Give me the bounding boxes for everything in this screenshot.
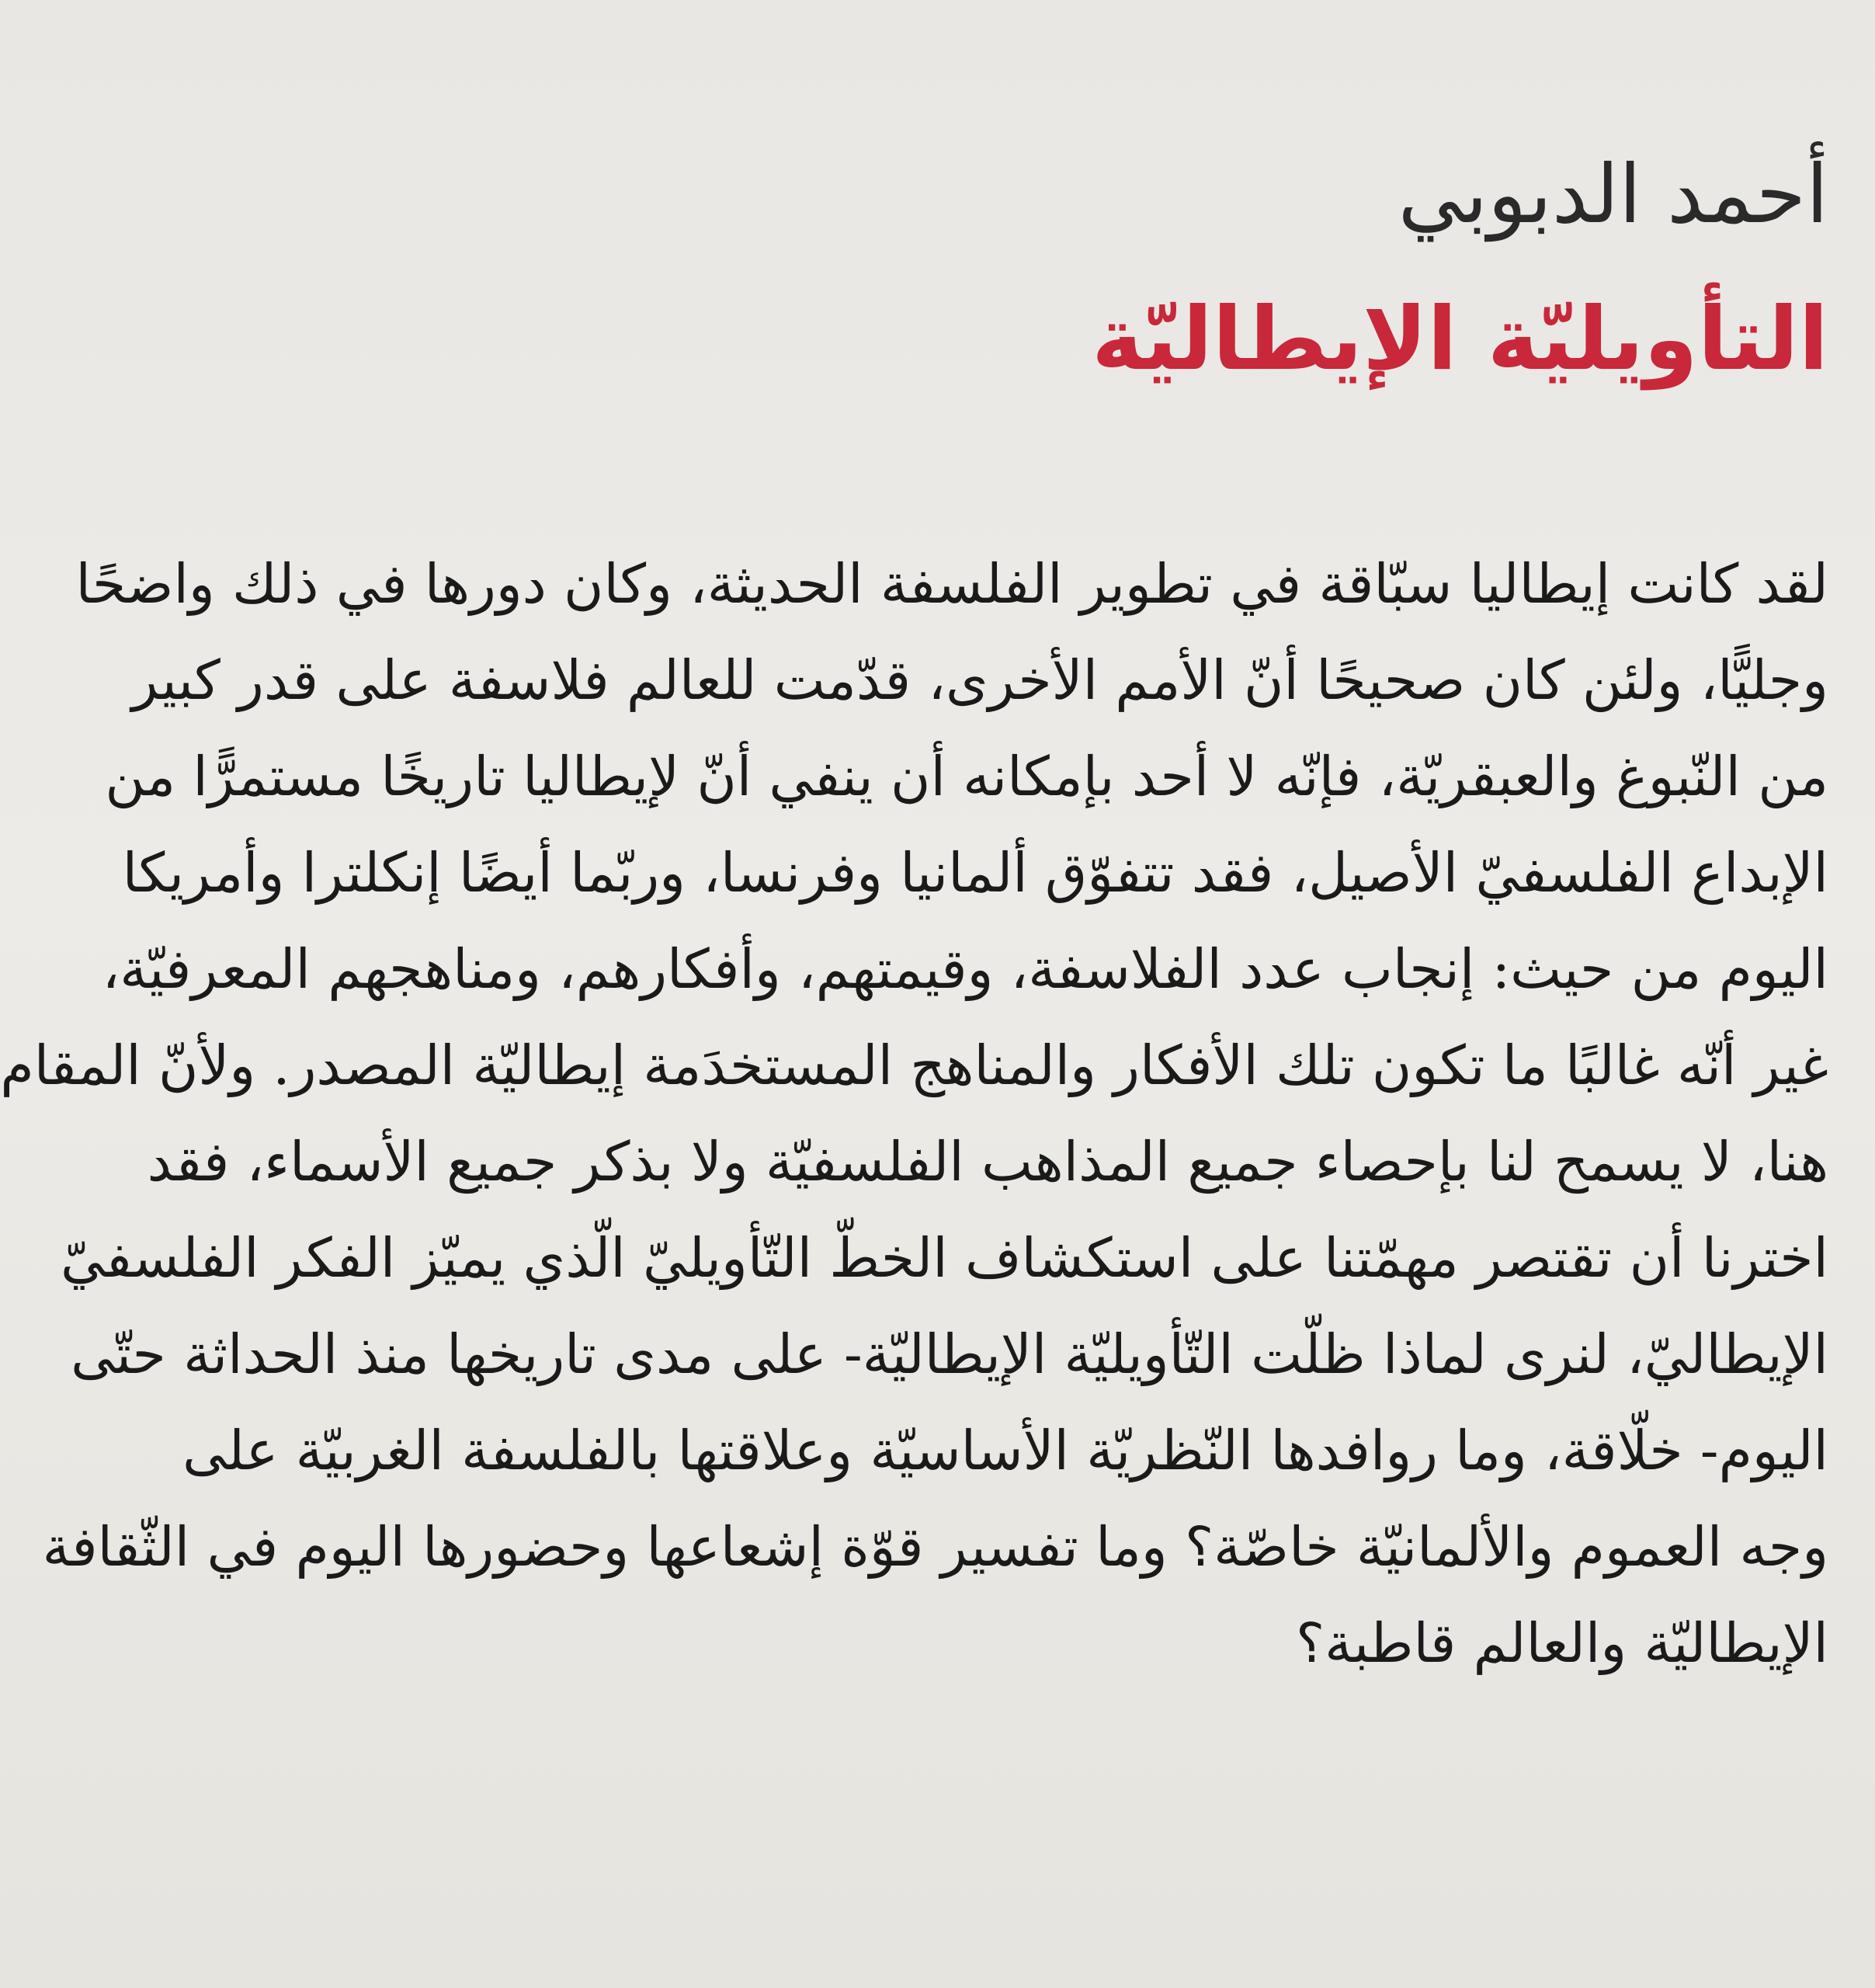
blurb-line: وجليًّا، ولئن كان صحيحًا أنّ الأمم الأخرى، قدّمت للعالم فلاسفة على قدر كبير	[131, 648, 1828, 712]
blurb-line: اليوم- خلّاقة، وما روافدها النّظريّة الأساسيّة وعلاقتها بالفلسفة الغربيّة على	[182, 1419, 1828, 1482]
author-name: أحمد الدبوبي	[1398, 147, 1828, 242]
blurb-paragraph	[0, 536, 1828, 1691]
blurb-line: الإبداع الفلسفيّ الأصيل، فقد تتفوّق ألمانيا وفرنسا، وربّما أيضًا إنكلترا وأمريكا	[122, 841, 1828, 905]
blurb-line: غير أنّه غالبًا ما تكون تلك الأفكار والمناهج المستخدَمة إيطاليّة المصدر. ولأنّ المقام	[0, 1034, 1828, 1097]
blurb-line: هنا، لا يسمح لنا بإحصاء جميع المذاهب الفلسفيّة ولا بذكر جميع الأسماء، فقد	[147, 1130, 1828, 1194]
blurb-line: وجه العموم والألمانيّة خاصّة؟ وما تفسير قوّة إشعاعها وحضورها اليوم في الثّقافة	[42, 1515, 1828, 1579]
book-title: التأويليّة الإيطاليّة	[1092, 289, 1828, 390]
blurb-line: الإيطاليّ، لنرى لماذا ظلّت التّأويليّة الإيطاليّة- على مدى تاريخها منذ الحداثة حتّى	[71, 1322, 1828, 1386]
blurb-line: لقد كانت إيطاليا سبّاقة في تطوير الفلسفة الحديثة، وكان دورها في ذلك واضحًا	[75, 552, 1828, 616]
blurb-line: اخترنا أن تقتصر مهمّتنا على استكشاف الخطّ التّأويليّ الّذي يميّز الفكر الفلسفيّ	[60, 1226, 1828, 1290]
blurb-line: الإيطاليّة والعالم قاطبة؟	[1296, 1611, 1828, 1675]
blurb-line: من النّبوغ والعبقريّة، فإنّه لا أحد بإمكانه أن ينفي أنّ لإيطاليا تاريخًا مستمرًّا من	[105, 745, 1828, 808]
blurb-line: اليوم من حيث: إنجاب عدد الفلاسفة، وقيمتهم، وأفكارهم، ومناهجهم المعرفيّة،	[102, 937, 1828, 1001]
